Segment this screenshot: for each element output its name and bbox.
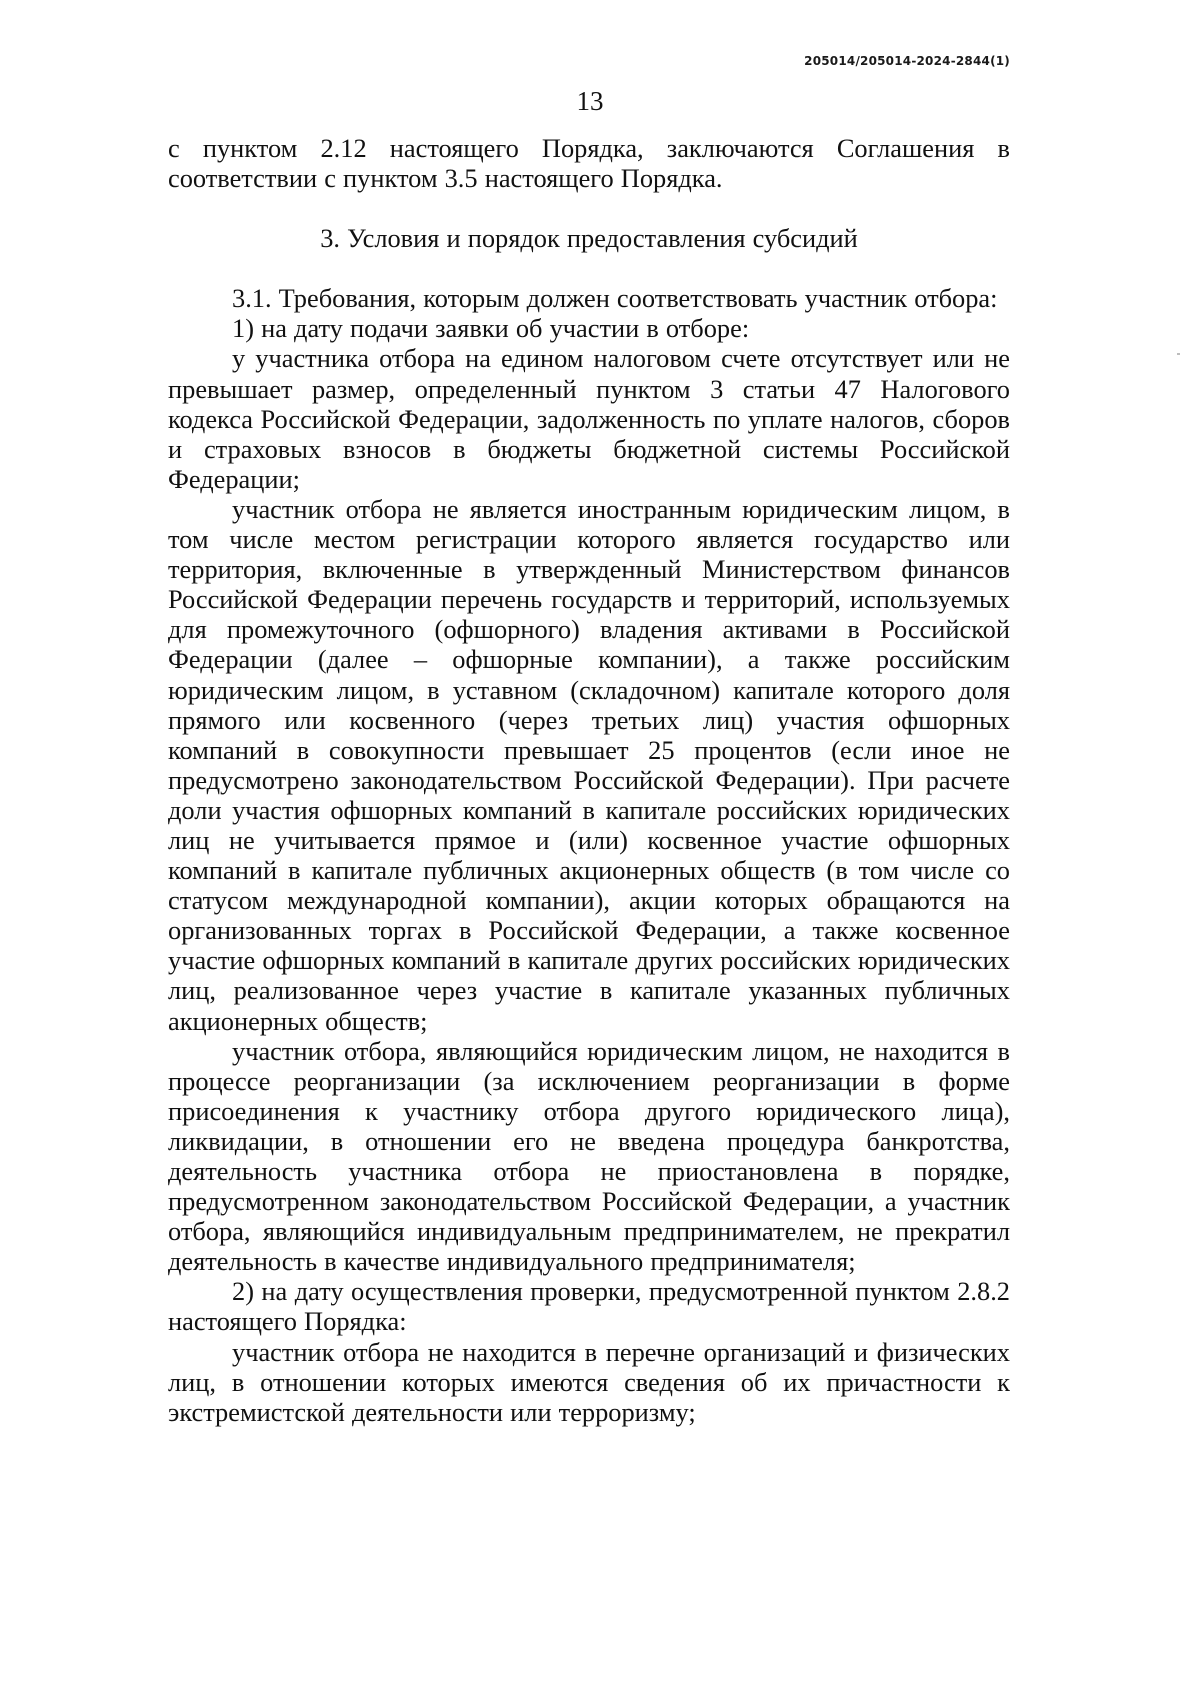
paragraph-3-1: 3.1. Требования, которым должен соответствовать участник отбора: <box>232 283 998 314</box>
paragraph-item-1: 1) на дату подачи заявки об участии в отборе: <box>232 313 750 344</box>
paragraph-reorganization: участник отбора, являющийся юридическим лицом, не находится в процессе реорганизации (за исключением реорганизации в форме присоединения к участнику отбора другого юридического лица), ликвидации, в отношении его не введена процедура банкротства, деятельность участника отбора не приостановлена в порядке, предусмотренном законодательством Российской Федерации, а участник отбора, являющийся индивидуальным предпринимателем, не прекратил деятельность в качестве индивидуального предпринимателя; <box>168 1035 1010 1277</box>
paragraph-tax-debt: у участника отбора на едином налоговом счете отсутствует или не превышает размер, определенный пунктом 3 статьи 47 Налогового кодекса Российской Федерации, задолженность по уплате налогов, сборов и страховых взносов в бюджеты бюджетной системы Российской Федерации; <box>168 343 1010 494</box>
paragraph-offshore: участник отбора не является иностранным юридическим лицом, в том числе местом регистрации которого является государство или территория, включенные в утвержденный Министерством финансов Российской Федерации перечень государств и территорий, используемых для промежуточного (офшорного) владения активами в Российской Федерации (далее – офшорные компании), а также российским юридическим лицом, в уставном (складочном) капитале которого доля прямого или косвенного (через третьих лиц) участия офшорных компаний в совокупности превышает 25 процентов (если иное не предусмотрено законодательством Российской Федерации). При расчете доли участия офшорных компаний в капитале российских юридических лиц не учитывается прямое и (или) косвенное участие офшорных компаний в капитале публичных акционерных обществ (в том числе со статусом международной компании), акции которых обращаются на организованных торгах в Российской Федерации, а также косвенное участие офшорных компаний в капитале других российских юридических лиц, реализованное через участие в капитале указанных публичных акционерных обществ; <box>168 493 1010 1036</box>
section-heading: 3. Условия и порядок предоставления субсидий <box>320 223 858 254</box>
paragraph-extremism: участник отбора не находится в перечне организаций и физических лиц, в отношении которых имеются сведения об их причастности к экстремистской деятельности или терроризму; <box>168 1336 1010 1427</box>
page-number: 13 <box>576 86 604 116</box>
scan-speck <box>1177 353 1180 355</box>
paragraph-item-2: 2) на дату осуществления проверки, предусмотренной пунктом 2.8.2 настоящего Порядка: <box>168 1276 1010 1337</box>
document-body <box>168 133 1010 1427</box>
paragraph-continuation: с пунктом 2.12 настоящего Порядка, заключаются Соглашения в соответствии с пунктом 3.5 настоящего Порядка. <box>168 133 1010 194</box>
document-id: 205014/205014-2024-2844(1) <box>804 54 1010 68</box>
